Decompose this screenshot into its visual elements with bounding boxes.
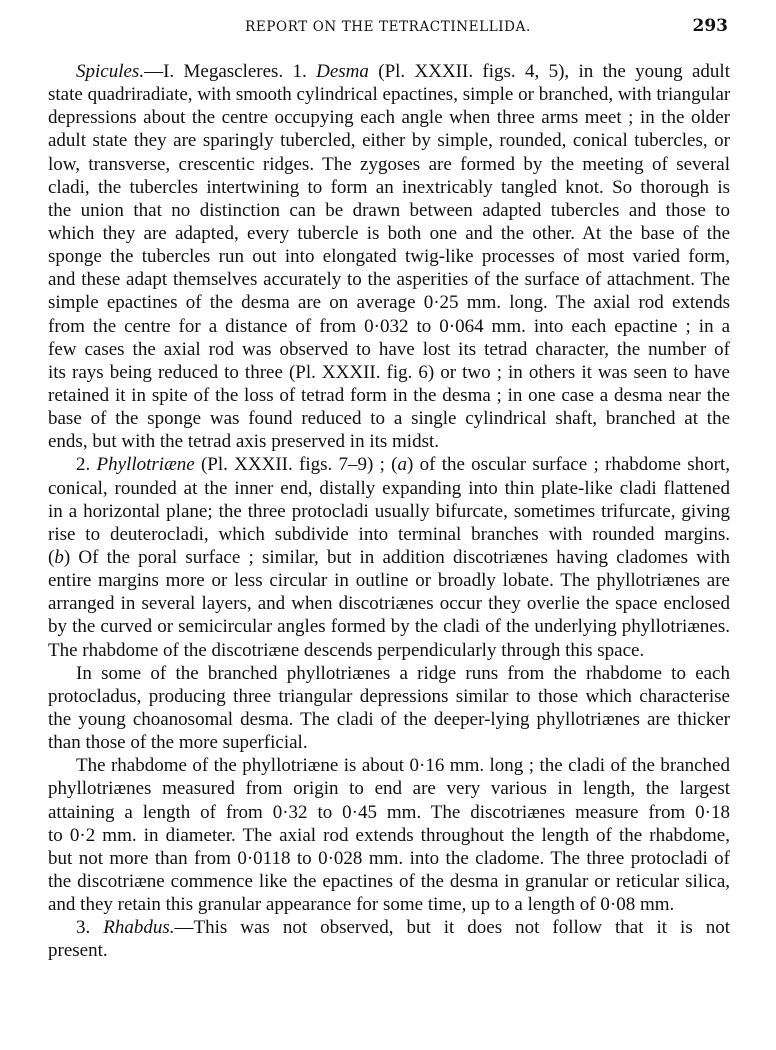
text-line: depressions about the centre occupying each angle when three arms meet ; in the older xyxy=(48,107,730,129)
text-line: few cases the axial rod was observed to have lost its tetrad character, the number of xyxy=(48,338,730,360)
text-line: In some of the branched phyllotriænes a ridge runs from the rhabdome to each xyxy=(76,662,730,684)
text-line: entire margins more or less circular in outline or broadly lobate. The phyllotriænes are xyxy=(48,570,730,592)
italic-term: Rhabdus. xyxy=(103,917,175,939)
text-span: (Pl. XXXII. figs. 7–9) ; ( xyxy=(194,454,398,476)
text-line: attaining a length of from 0·32 to 0·45 mm. The discotriænes measure from 0·18 xyxy=(48,801,730,823)
text-line xyxy=(48,60,730,83)
italic-term: Desma xyxy=(316,61,369,82)
text-line: retained it in spite of the loss of tetrad form in the desma ; in one case a desma near the xyxy=(48,384,730,406)
text-span: —I. Megascleres. 1. xyxy=(144,61,317,82)
text-span: ) of the oscular surface ; rhabdome short, xyxy=(407,454,730,476)
text-line: conical, rounded at the inner end, distally expanding into thin plate-like cladi flattened xyxy=(48,477,730,499)
text-line: The rhabdome of the phyllotriæne is about 0·16 mm. long ; the cladi of the branched xyxy=(76,755,730,777)
text-span: (Pl. XXXII. figs. 4, 5), in the young adult xyxy=(368,61,730,82)
text-line: rise to deuterocladi, which subdivide into terminal branches with rounded margins. xyxy=(48,523,730,545)
italic-term: a xyxy=(397,454,407,476)
paragraph xyxy=(48,60,730,453)
text-line: simple epactines of the desma are on average 0·25 mm. long. The axial rod extends xyxy=(48,292,730,314)
text-line: phyllotriænes measured from origin to end are very various in length, the largest xyxy=(48,778,730,800)
text-line: which they are adapted, every tubercle is both one and the other. At the base of the xyxy=(48,222,730,244)
text-line xyxy=(48,453,730,476)
text-line: present. xyxy=(48,940,108,962)
page-number: 293 xyxy=(692,16,728,36)
text-line: its rays being reduced to three (Pl. XXXII. fig. 6) or two ; in others it was seen to have xyxy=(48,361,730,383)
text-line: by the curved or semicircular angles formed by the cladi of the underlying phyllotriænes. xyxy=(48,616,730,638)
text-line: adult state they are sparingly tubercled, either by simple, rounded, conical tubercles, or xyxy=(48,130,730,152)
italic-term: b xyxy=(54,546,64,568)
text-line: but not more than from 0·0118 to 0·028 mm. into the cladome. The three protocladi of xyxy=(48,847,730,869)
text-line: state quadriradiate, with smooth cylindrical epactines, simple or branched, with triangular xyxy=(48,84,731,106)
text-line xyxy=(48,546,730,569)
text-line: and these adapt themselves accurately to the asperities of the surface of attachment. The xyxy=(48,269,730,291)
text-line: base of the sponge was found reduced to a single cylindrical shaft, branched at the xyxy=(48,408,730,430)
text-line: low, transverse, crescentic ridges. The zygoses are formed by the meeting of several xyxy=(48,153,730,175)
text-line: protocladus, producing three triangular depressions similar to those which characterise xyxy=(48,685,730,707)
text-line: than those of the more superficial. xyxy=(48,732,308,754)
italic-term: Spicules. xyxy=(76,61,145,82)
paragraph xyxy=(48,453,730,661)
text-line: sponge the tubercles run out into elongated twig-like processes of most varied form, xyxy=(48,246,730,268)
text-line: the discotriæne commence like the epactines of the desma in granular or reticular silica, xyxy=(48,870,730,892)
body-text xyxy=(48,60,730,962)
text-line xyxy=(48,916,730,939)
running-title: REPORT ON THE TETRACTINELLIDA. xyxy=(245,19,531,35)
text-line: the union that no distinction can be drawn between adapted tubercles and those to xyxy=(48,199,730,221)
text-span: 2. xyxy=(76,454,97,476)
paragraph xyxy=(48,754,730,916)
text-line: from the centre for a distance of from 0·032 to 0·064 mm. into each epactine ; in a xyxy=(48,315,730,337)
italic-term: Phyllotriæne xyxy=(96,454,195,476)
text-line: cladi, the tubercles intertwining to form an inextricably tangled knot. So thorough is xyxy=(48,176,730,198)
text-span: —This was not observed, but it does not follow that it is not xyxy=(174,917,730,939)
paragraph xyxy=(48,916,730,962)
text-line: to 0·2 mm. in diameter. The axial rod extends throughout the length of the rhabdome, xyxy=(48,824,730,846)
text-span: ) Of the poral surface ; similar, but in addition discotriænes having cladomes with xyxy=(63,546,730,568)
text-span: 3. xyxy=(76,917,104,939)
text-line: the young choanosomal desma. The cladi of the deeper-lying phyllotriænes are thicker xyxy=(48,708,730,730)
text-line: The rhabdome of the discotriæne descends perpendicularly through this space. xyxy=(48,639,645,661)
text-line: and they retain this granular appearance for some time, up to a length of 0·08 mm. xyxy=(48,894,675,916)
text-line: in a horizontal plane; the three protocladi usually bifurcate, sometimes trifurcate, giving xyxy=(48,500,730,522)
page-header xyxy=(48,16,728,40)
text-line: arranged in several layers, and when discotriænes occur they overlie the space enclosed xyxy=(48,593,730,615)
text-span: ( xyxy=(48,546,55,568)
paragraph xyxy=(48,662,730,755)
text-line: ends, but with the tetrad axis preserved in its midst. xyxy=(48,431,440,453)
